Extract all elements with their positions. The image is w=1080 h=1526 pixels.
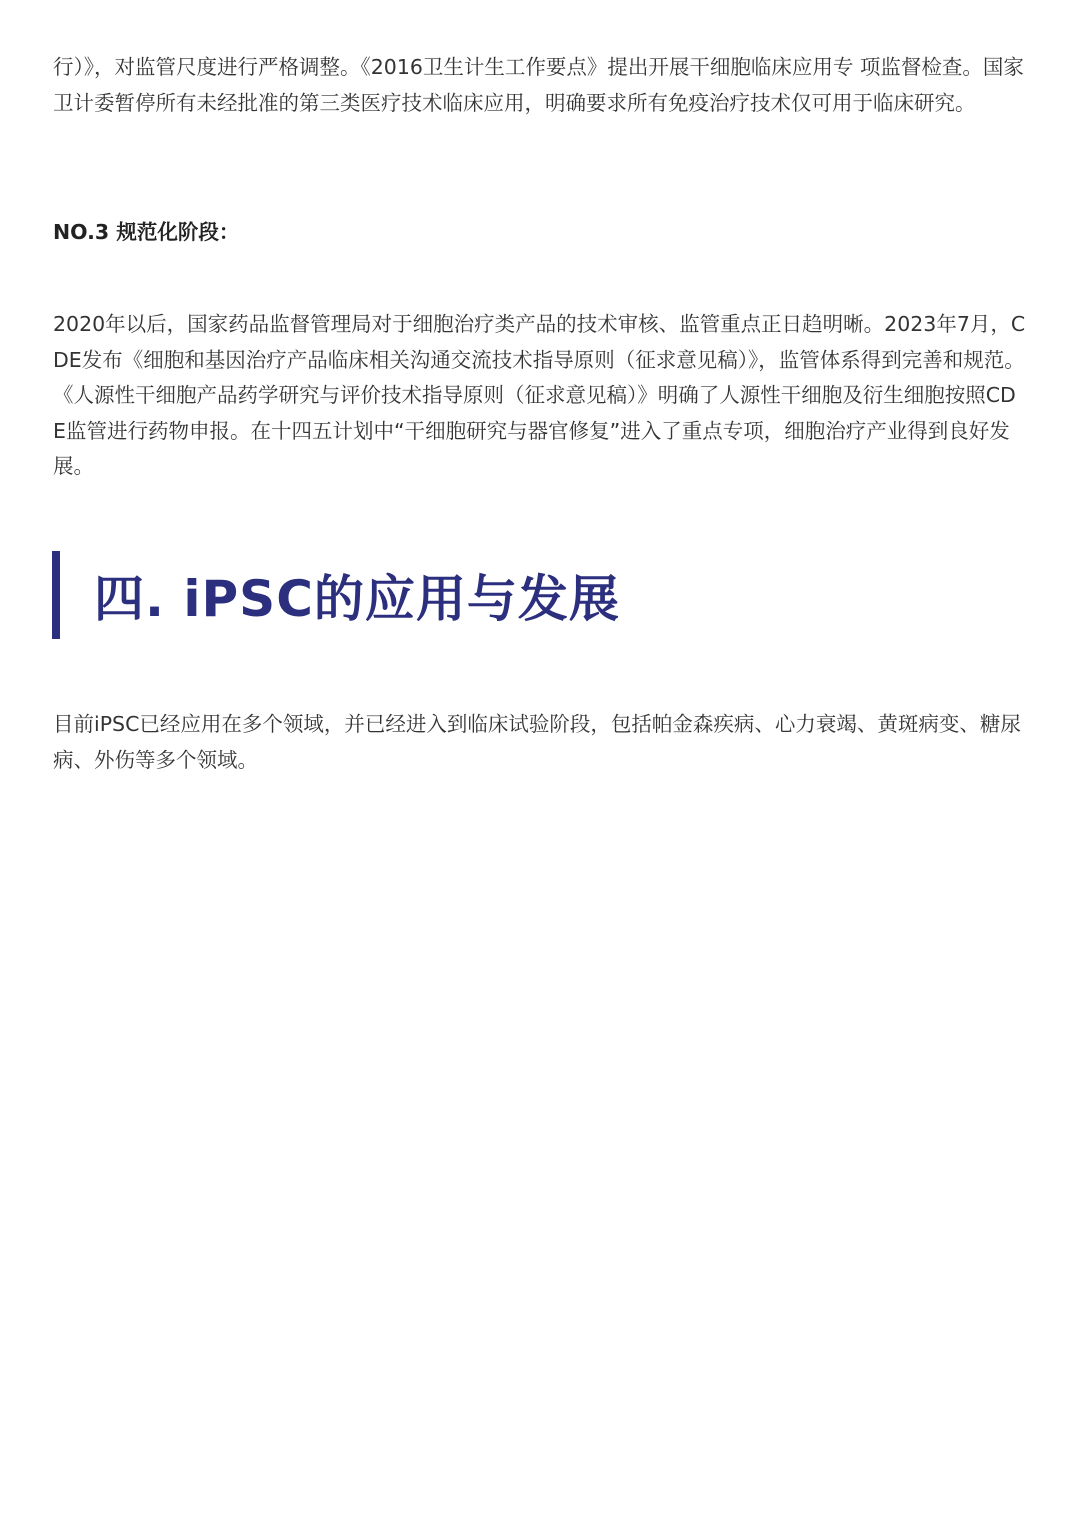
section-accent-bar bbox=[52, 551, 60, 639]
section-heading bbox=[52, 550, 620, 640]
paragraph-ipsc-applications: 目前iPSC已经应用在多个领域，并已经进入到临床试验阶段，包括帕金森疾病、心力衰竭、黄斑病变、糖尿病、外伤等多个领域。 bbox=[53, 712, 1021, 772]
paragraph-regulation-adjustment: 行）》，对监管尺度进行严格调整。《2016卫生计生工作要点》提出开展干细胞临床应用专 项监督检查。国家卫计委暂停所有未经批准的第三类医疗技术临床应用，明确要求所有免疫治疗技术仅可用于临床研究。 bbox=[53, 55, 1024, 115]
paragraph-standardization-details: 2020年以后，国家药品监督管理局对于细胞治疗类产品的技术审核、监管重点正日趋明晰。2023年7月，CDE发布《细胞和基因治疗产品临床相关沟通交流技术指导原则（征求意见稿）》，监管体系得到完善和规范。《人源性干细胞产品药学研究与评价技术指导原则（征求意见稿）》明确了人源性干细胞及衍生细胞按照CDE监管进行药物申报。在十四五计划中“干细胞研究与器官修复”进入了重点专项，细胞治疗产业得到良好发展。 bbox=[53, 312, 1026, 478]
section-title: 四. iPSC的应用与发展 bbox=[94, 570, 620, 628]
subheading-standardization-stage: NO.3 规范化阶段： bbox=[53, 220, 240, 244]
